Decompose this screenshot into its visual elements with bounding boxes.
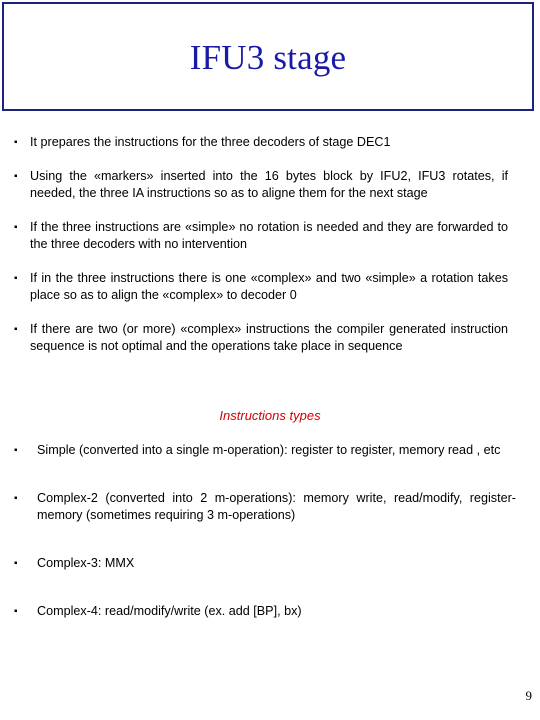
- bullet-icon: ▪: [14, 171, 18, 182]
- type-item: [14, 603, 516, 620]
- bullet-text: It prepares the instructions for the three decoders of stage DEC1: [30, 135, 391, 149]
- page-number: 9: [525, 688, 532, 703]
- bullet-icon: ▪: [14, 137, 18, 148]
- bullet-item: [14, 134, 508, 151]
- instruction-types-list: [14, 442, 516, 620]
- bullet-icon: ▪: [14, 273, 18, 284]
- type-text: Simple (converted into a single m-operation): register to register, memory read , etc: [37, 443, 501, 457]
- bullet-text: Using the «markers» inserted into the 16 bytes block by IFU2, IFU3 rotates, if needed, the three IA instructions so as to aligne them for the next stage: [30, 169, 508, 200]
- type-text: Complex-4: read/modify/write (ex. add [BP], bx): [37, 604, 302, 618]
- type-item: [14, 490, 516, 524]
- type-item: [14, 442, 516, 459]
- type-text: Complex-2 (converted into 2 m-operations): memory write, read/modify, register-memory (sometimes requiring 3 m-operations): [37, 491, 516, 522]
- bullet-icon: ▪: [14, 558, 18, 569]
- bullet-icon: ▪: [14, 222, 18, 233]
- bullet-list: [14, 134, 508, 372]
- bullet-item: [14, 168, 508, 202]
- bullet-text: If in the three instructions there is one «complex» and two «simple» a rotation takes place so as to align the «complex» to decoder 0: [30, 271, 508, 302]
- slide-title: IFU3 stage: [189, 37, 347, 77]
- type-text: Complex-3: MMX: [37, 556, 135, 570]
- bullet-icon: ▪: [14, 493, 18, 504]
- section-heading: Instructions types: [219, 408, 321, 423]
- bullet-icon: ▪: [14, 445, 18, 456]
- title-box: [2, 2, 534, 111]
- bullet-icon: ▪: [14, 606, 18, 617]
- type-item: [14, 555, 516, 572]
- bullet-text: If the three instructions are «simple» no rotation is needed and they are forwarded to the three decoders with no intervention: [30, 220, 508, 251]
- bullet-item: [14, 270, 508, 304]
- bullet-item: [14, 321, 508, 355]
- bullet-text: If there are two (or more) «complex» instructions the compiler generated instruction sequence is not optimal and the operations take place in sequence: [30, 322, 508, 353]
- bullet-icon: ▪: [14, 324, 18, 335]
- bullet-item: [14, 219, 508, 253]
